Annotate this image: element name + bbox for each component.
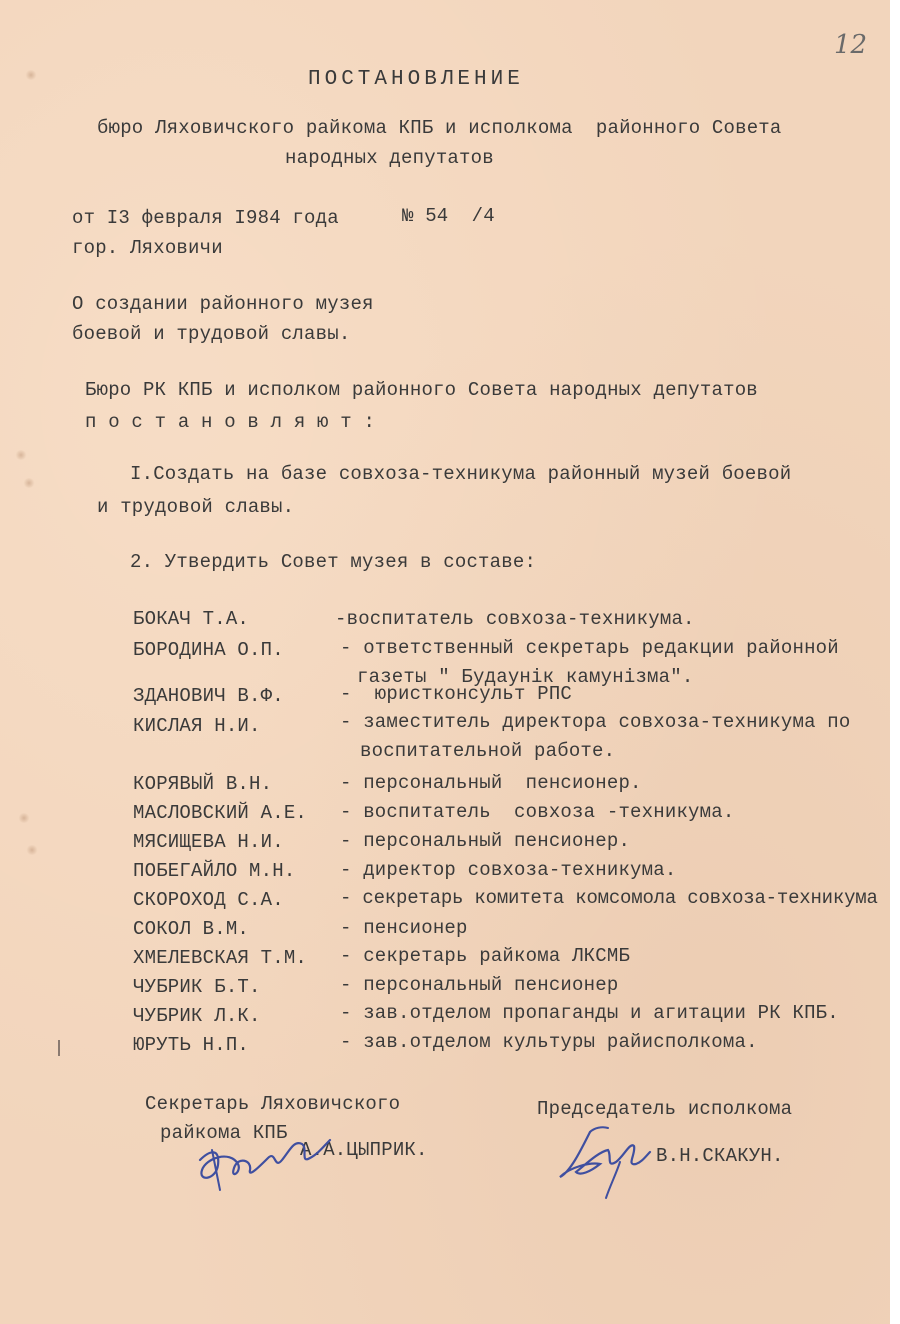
- margin-tick-mark: [58, 1040, 60, 1056]
- binder-hole-mark: [25, 70, 37, 80]
- member-role: - юристконсульт РПС: [340, 683, 573, 705]
- binder-hole-mark: [26, 845, 38, 855]
- document-number: № 54 /4: [402, 205, 495, 227]
- member-name: ЧУБРИК Б.Т.: [133, 976, 261, 998]
- scan-edge: [890, 0, 900, 1324]
- member-role: - воспитатель совхоза -техникума.: [340, 801, 735, 823]
- member-role: - зав.отделом культуры райисполкома.: [340, 1031, 758, 1053]
- member-role: - персональный пенсионер: [340, 974, 619, 996]
- member-name: МАСЛОВСКИЙ А.Е.: [133, 802, 308, 824]
- signatory-right-title: Председатель исполкома: [537, 1098, 793, 1120]
- member-role: - пенсионер: [340, 917, 468, 939]
- member-name: БОКАЧ Т.А.: [133, 608, 250, 630]
- subject-line1: О создании районного музея: [72, 293, 374, 315]
- binder-hole-mark: [15, 450, 27, 460]
- member-role: -воспитатель совхоза-техникума.: [335, 608, 695, 630]
- member-role: - ответственный секретарь редакции районной: [340, 637, 839, 659]
- member-name: КИСЛАЯ Н.И.: [133, 715, 261, 737]
- subject-line2: боевой и трудовой славы.: [72, 323, 351, 345]
- member-role: - секретарь райкома ЛКСМБ: [340, 945, 631, 967]
- document-subtitle-line2: народных депутатов: [285, 147, 494, 169]
- member-role: - зав.отделом пропаганды и агитации РК КПБ.: [340, 1002, 839, 1024]
- member-name: СОКОЛ В.М.: [133, 918, 250, 940]
- page-number: 12: [834, 30, 868, 60]
- document-subtitle-line1: бюро Ляховичского райкома КПБ и исполкома районного Совета: [97, 117, 782, 139]
- member-name: ЧУБРИК Л.К.: [133, 1005, 261, 1027]
- member-name: МЯСИЩЕВА Н.И.: [133, 831, 284, 853]
- item1-line2: и трудовой славы.: [97, 496, 295, 518]
- document-title: ПОСТАНОВЛЕНИЕ: [308, 68, 524, 91]
- member-name: БОРОДИНА О.П.: [133, 639, 284, 661]
- member-name: ПОБЕГАЙЛО М.Н.: [133, 860, 296, 882]
- signatory-left-name: А.А.ЦЫПРИК.: [300, 1139, 428, 1161]
- date-line: от I3 февраля I984 года: [72, 207, 339, 229]
- member-role: - персональный пенсионер.: [340, 772, 642, 794]
- preamble-line2: п о с т а н о в л я ю т :: [85, 411, 376, 433]
- member-role: - директор совхоза-техникума.: [340, 859, 677, 881]
- signatory-right-name: В.Н.СКАКУН.: [656, 1145, 784, 1167]
- member-name: ХМЕЛЕВСКАЯ Т.М.: [133, 947, 308, 969]
- binder-hole-mark: [23, 478, 35, 488]
- member-role-cont: воспитательной работе.: [360, 740, 616, 762]
- member-name: СКОРОХОД С.А.: [133, 889, 284, 911]
- member-role: - заместитель директора совхоза-техникума по: [340, 711, 851, 733]
- signatory-left-title-line1: Секретарь Ляховичского: [145, 1093, 401, 1115]
- member-name: ЮРУТЬ Н.П.: [133, 1034, 250, 1056]
- binder-hole-mark: [18, 813, 30, 823]
- signatory-left-title-line2: райкома КПБ: [160, 1122, 288, 1144]
- preamble-line1: Бюро РК КПБ и исполком районного Совета народных депутатов: [85, 379, 758, 401]
- member-role: - персональный пенсионер.: [340, 830, 631, 852]
- member-name: КОРЯВЫЙ В.Н.: [133, 773, 273, 795]
- member-name: ЗДАНОВИЧ В.Ф.: [133, 685, 284, 707]
- item2: 2. Утвердить Совет музея в составе:: [130, 551, 537, 573]
- member-role: - секретарь комитета комсомола совхоза-техникума: [340, 887, 878, 909]
- member-role-cont: газеты " Будаунік камунізма".: [357, 666, 694, 688]
- place-line: гор. Ляховичи: [72, 237, 223, 259]
- item1-line1: I.Создать на базе совхоза-техникума районный музей боевой: [130, 463, 792, 485]
